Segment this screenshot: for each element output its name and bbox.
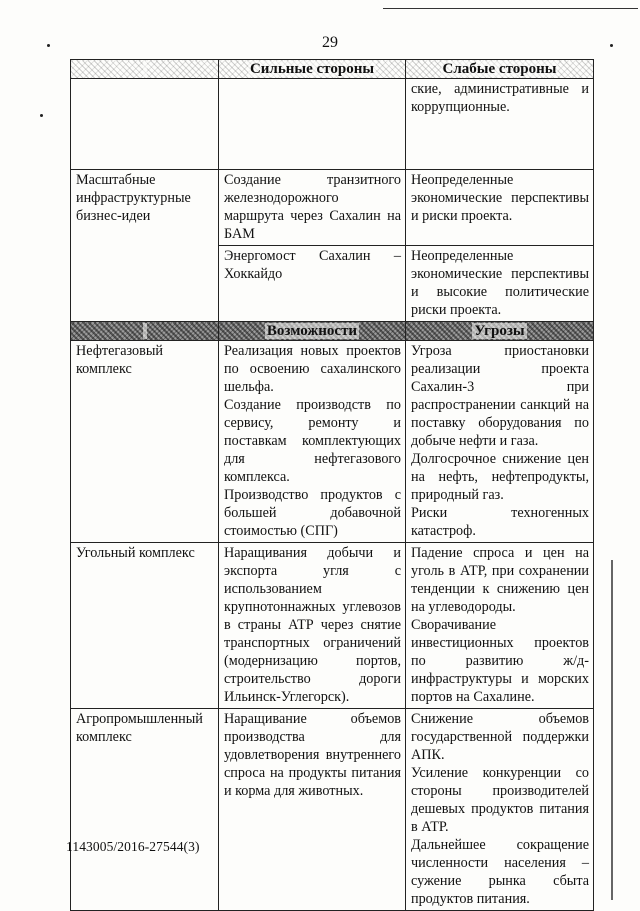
header-cell-opportunities: Возможности (219, 322, 406, 341)
header-row-strengths-weaknesses (71, 60, 594, 79)
row-strength: Создание транзитного железнодорожного маршрута через Сахалин на БАМ (219, 170, 406, 246)
scan-edge-line (611, 560, 613, 900)
row-strength (219, 79, 406, 170)
header-cell-empty (71, 60, 219, 79)
row-label: Масштабные инфраструктурные бизнес-идеи (71, 170, 219, 322)
row-label: Нефтегазовый комплекс (71, 341, 219, 543)
table-row (71, 79, 594, 170)
row-weakness: ские, административные и коррупционные. (406, 79, 594, 170)
row-opportunity: Наращивание объемов производства для удовлетворения внутреннего спроса на продукты питания и корма для животных. (219, 709, 406, 911)
row-threat: Снижение объемов государственной поддержки АПК. Усиление конкуренции со стороны производителей дешевых продуктов питания в АТР. Дальнейшее сокращение численности населения – сужение рынка сбыта продуктов питания. (406, 709, 594, 911)
document-footer-id: 1143005/2016-27544(3) (66, 839, 200, 854)
header-cell-threats: Угрозы (406, 322, 594, 341)
swot-table (70, 59, 594, 911)
row-weakness: Неопределенные экономические перспективы и риски проекта. (406, 170, 594, 246)
row-weakness: Неопределенные экономические перспективы и высокие политические риски проекта. (406, 246, 594, 322)
header-cell-strengths: Сильные стороны (219, 60, 406, 79)
table-row (71, 543, 594, 709)
row-strength: Энергомост Сахалин – Хоккайдо (219, 246, 406, 322)
header-cell-weaknesses: Слабые стороны (406, 60, 594, 79)
table-row (71, 170, 594, 246)
top-rule (383, 8, 638, 9)
table-row (71, 341, 594, 543)
row-opportunity: Реализация новых проектов по освоению сахалинского шельфа. Создание производств по сервису, ремонту и поставкам комплектующих для нефтегазового комплекса. Производство продуктов с большей добавочной стоимостью (СПГ) (219, 341, 406, 543)
header-row-opportunities-threats (71, 322, 594, 341)
row-label: Агропромышленный комплекс (71, 709, 219, 911)
row-label: Угольный комплекс (71, 543, 219, 709)
row-opportunity: Наращивания добычи и экспорта угля с использованием крупнотоннажных углевозов в страны АТР через снятие транспортных ограничений (модернизацию портов, строительство дороги Ильинск-Углегорск). (219, 543, 406, 709)
row-threat: Угроза приостановки реализации проекта Сахалин-3 при распространении санкций на поставку оборудования по добыче нефти и газа. Долгосрочное снижение цен на нефть, нефтепродукты, природный газ. Риски техногенных катастроф. (406, 341, 594, 543)
table-row (71, 709, 594, 911)
header-cell-empty (71, 322, 219, 341)
scan-speck (40, 114, 43, 117)
row-threat: Падение спроса и цен на уголь в АТР, при сохранении тенденции к снижению цен на углеводороды. Сворачивание инвестиционных проектов по развитию ж/д-инфраструктуры и морских портов на Сахалине. (406, 543, 594, 709)
row-label (71, 79, 219, 170)
page-number: 29 (322, 34, 338, 51)
